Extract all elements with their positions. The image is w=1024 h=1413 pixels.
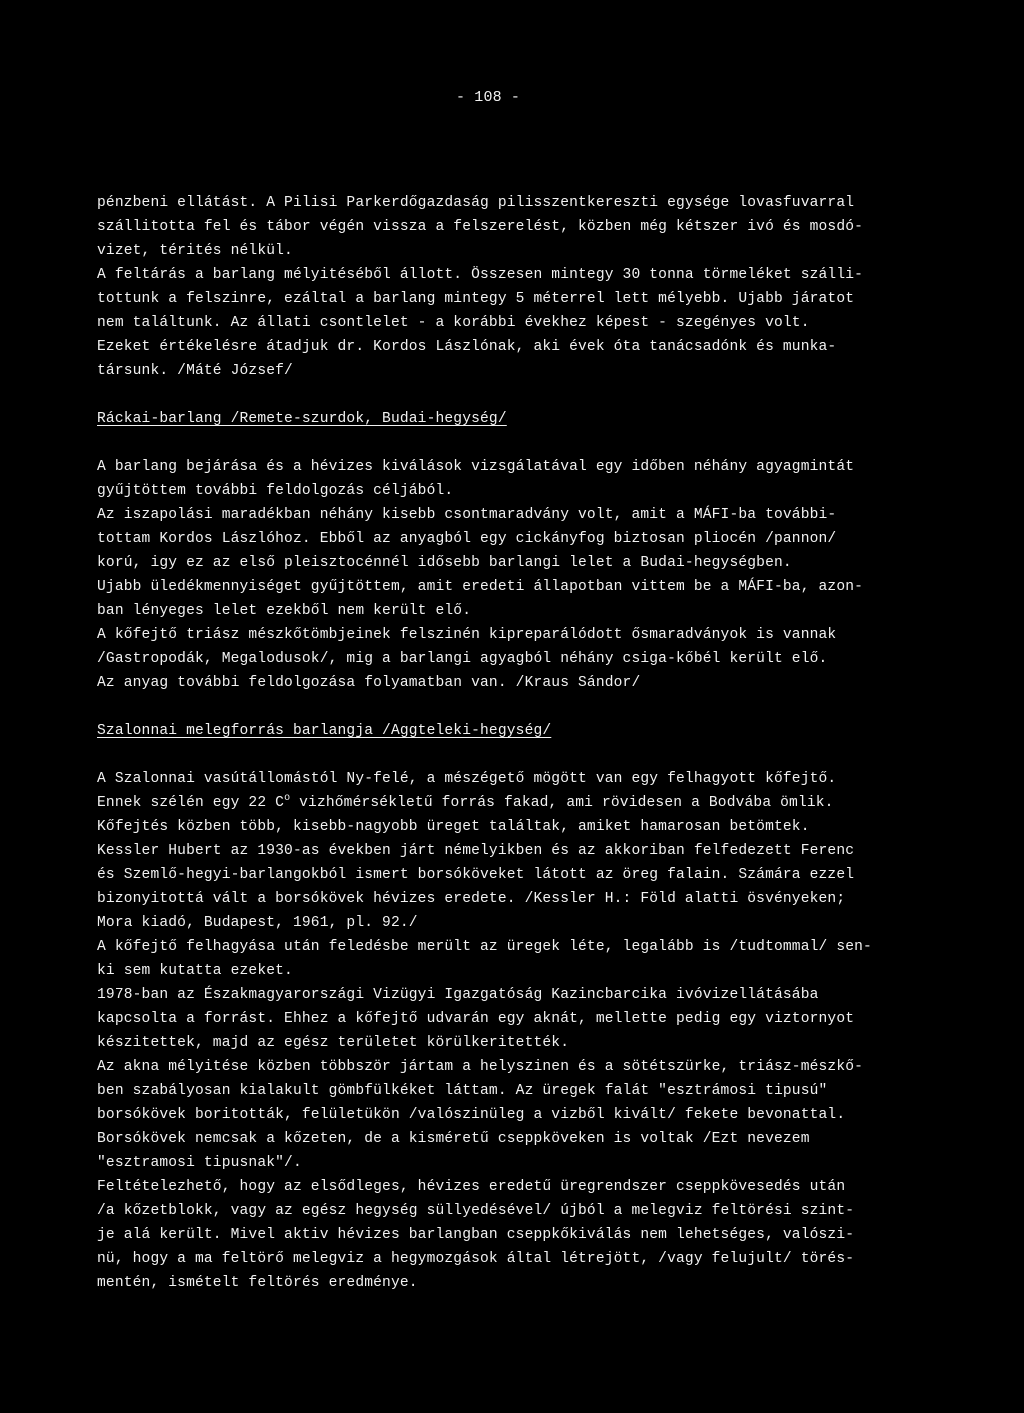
text-line <box>97 288 854 312</box>
line-text: ban lényeges lelet ezekből nem került elő. <box>97 603 472 619</box>
line-text: A barlang bejárása és a hévizes kiválások vizsgálatával egy időben néhány agyagmintát <box>97 459 855 475</box>
line-text: Borsókövek nemcsak a kőzeten, de a kisméretű cseppköveken is voltak /Ezt nevezem <box>97 1131 810 1147</box>
line-text: je alá került. Mivel aktiv hévizes barlangban cseppkőkiválás nem lehetséges, valószi- <box>97 1227 855 1243</box>
line-text: pénzbeni ellátást. A Pilisi Parkerdőgazdaság pilisszentkereszti egysége lovasfuvarral <box>97 195 855 211</box>
line-text: készitettek, majd az egész területet körülkeritették. <box>97 1035 570 1051</box>
text-line <box>97 456 854 480</box>
line-text: kapcsolta a forrást. Ehhez a kőfejtő udvarán egy aknát, mellette pedig egy viztornyot <box>97 1011 855 1027</box>
text-line <box>97 984 819 1008</box>
line-text: Az akna mélyitése közben többször jártam a helyszinen és a sötétszürke, triász-mészkő- <box>97 1059 864 1075</box>
line-text: /Gastropodák, Megalodusok/, mig a barlangi agyagból néhány csiga-kőbél került elő. <box>97 651 828 667</box>
text-line <box>97 1032 569 1056</box>
text-line <box>97 1056 863 1080</box>
line-text: tottam Kordos Lászlóhoz. Ebből az anyagból egy cickányfog biztosan pliocén /pannon/ <box>97 531 837 547</box>
text-line <box>97 888 845 912</box>
line-text: mentén, ismételt feltörés eredménye. <box>97 1275 418 1291</box>
text-line <box>97 528 836 552</box>
line-text: korú, igy ez az első pleisztocénnél idősebb barlangi lelet a Budai-hegységben. <box>97 555 792 571</box>
line-text: szállitotta fel és tábor végén vissza a felszerelést, közben még kétszer ivó és mosdó- <box>97 219 864 235</box>
text-line <box>97 240 293 264</box>
text-line <box>97 912 418 936</box>
text-line <box>97 1152 302 1176</box>
text-line <box>97 552 792 576</box>
text-line <box>97 648 827 672</box>
text-line <box>97 864 854 888</box>
text-line <box>97 312 810 336</box>
line-text: Feltételezhető, hogy az elsődleges, hévizes eredetű üregrendszer cseppkövesedés után <box>97 1179 846 1195</box>
text-line <box>97 1104 845 1128</box>
line-text: tottunk a felszinre, ezáltal a barlang mintegy 5 méterrel lett mélyebb. Ujabb járatot <box>97 291 855 307</box>
text-line <box>97 1200 854 1224</box>
text-line <box>97 936 872 960</box>
text-line <box>97 1272 418 1296</box>
line-text: borsókövek boritották, felületükön /valószinüleg a vizből kivált/ fekete bevonattal. <box>97 1107 846 1123</box>
text-line <box>97 360 293 384</box>
text-line <box>97 768 836 792</box>
text-line <box>97 624 836 648</box>
text-line <box>97 264 863 288</box>
line-text: 1978-ban az Északmagyarországi Vizügyi Igazgatóság Kazincbarcika ivóvizellátásába <box>97 987 819 1003</box>
text-line <box>97 1008 854 1032</box>
line-text: és Szemlő-hegyi-barlangokból ismert borsóköveket látott az öreg falain. Számára ezzel <box>97 867 855 883</box>
line-text: gyűjtöttem további feldolgozás céljából. <box>97 483 454 499</box>
section-heading <box>97 408 507 432</box>
text-line <box>97 1248 854 1272</box>
line-text: nü, hogy a ma feltörő melegviz a hegymozgások által létrejött, /vagy felujult/ törés- <box>97 1251 855 1267</box>
text-line <box>97 1224 854 1248</box>
line-text-continued: vizhőmérsékletű forrás fakad, ami rövidesen a Bodvába ömlik. <box>290 795 834 811</box>
line-text: Az iszapolási maradékban néhány kisebb csontmaradvány volt, amit a MÁFI-ba további- <box>97 507 837 523</box>
text-line <box>97 576 863 600</box>
line-text: "esztramosi tipusnak"/. <box>97 1155 302 1171</box>
line-text: Ennek szélén egy 22 C <box>97 795 285 811</box>
line-text: A Szalonnai vasútállomástól Ny-felé, a mészégető mögött van egy felhagyott kőfejtő. <box>97 771 837 787</box>
section-heading <box>97 720 551 744</box>
line-text: Az anyag további feldolgozása folyamatban van. /Kraus Sándor/ <box>97 675 641 691</box>
line-text: Kőfejtés közben több, kisebb-nagyobb üreget találtak, amiket hamarosan betömtek. <box>97 819 810 835</box>
text-line <box>97 504 836 528</box>
text-line <box>97 480 453 504</box>
text-line <box>97 1080 827 1104</box>
page-number: - 108 - <box>456 89 521 106</box>
line-text: Mora kiadó, Budapest, 1961, pl. 92./ <box>97 915 418 931</box>
text-line <box>97 1176 845 1200</box>
line-text: /a kőzetblokk, vagy az egész hegység süllyedésével/ újból a melegviz feltörési szint- <box>97 1203 855 1219</box>
line-text: Kessler Hubert az 1930-as években járt némelyikben és az akkoriban felfedezett Ferenc <box>97 843 855 859</box>
text-line <box>97 216 863 240</box>
text-line <box>97 600 471 624</box>
text-line <box>97 192 854 216</box>
line-text: Ezeket értékelésre átadjuk dr. Kordos Lászlónak, aki évek óta tanácsadónk és munka- <box>97 339 837 355</box>
degree-superscript: o <box>284 793 291 804</box>
text-line <box>97 336 836 360</box>
line-text: ki sem kutatta ezeket. <box>97 963 293 979</box>
line-text: bizonyitottá vált a borsókövek hévizes eredete. /Kessler H.: Föld alatti ösvényeken; <box>97 891 846 907</box>
line-text: A feltárás a barlang mélyitéséből állott. Összesen mintegy 30 tonna törmeléket szálli- <box>97 267 864 283</box>
line-text: Ujabb üledékmennyiséget gyűjtöttem, amit eredeti állapotban vittem be a MÁFI-ba, azon- <box>97 579 864 595</box>
text-line <box>97 672 640 696</box>
line-text: A kőfejtő triász mészkőtömbjeinek felszinén kipreparálódott ősmaradványok is vannak <box>97 627 837 643</box>
text-line <box>97 960 293 984</box>
line-text: Szalonnai melegforrás barlangja /Aggteleki-hegység/ <box>97 723 552 739</box>
line-text: A kőfejtő felhagyása után feledésbe merült az üregek léte, legalább is /tudtommal/ sen- <box>97 939 872 955</box>
text-line <box>97 792 834 816</box>
line-text: nem találtunk. Az állati csontlelet - a korábbi évekhez képest - szegényes volt. <box>97 315 810 331</box>
text-line <box>97 840 854 864</box>
text-line <box>97 1128 810 1152</box>
line-text: vizet, térités nélkül. <box>97 243 293 259</box>
line-text: Ráckai-barlang /Remete-szurdok, Budai-hegység/ <box>97 411 507 427</box>
text-line <box>97 816 810 840</box>
line-text: társunk. /Máté József/ <box>97 363 293 379</box>
line-text: ben szabályosan kialakult gömbfülkéket láttam. Az üregek falát "esztrámosi tipusú" <box>97 1083 828 1099</box>
